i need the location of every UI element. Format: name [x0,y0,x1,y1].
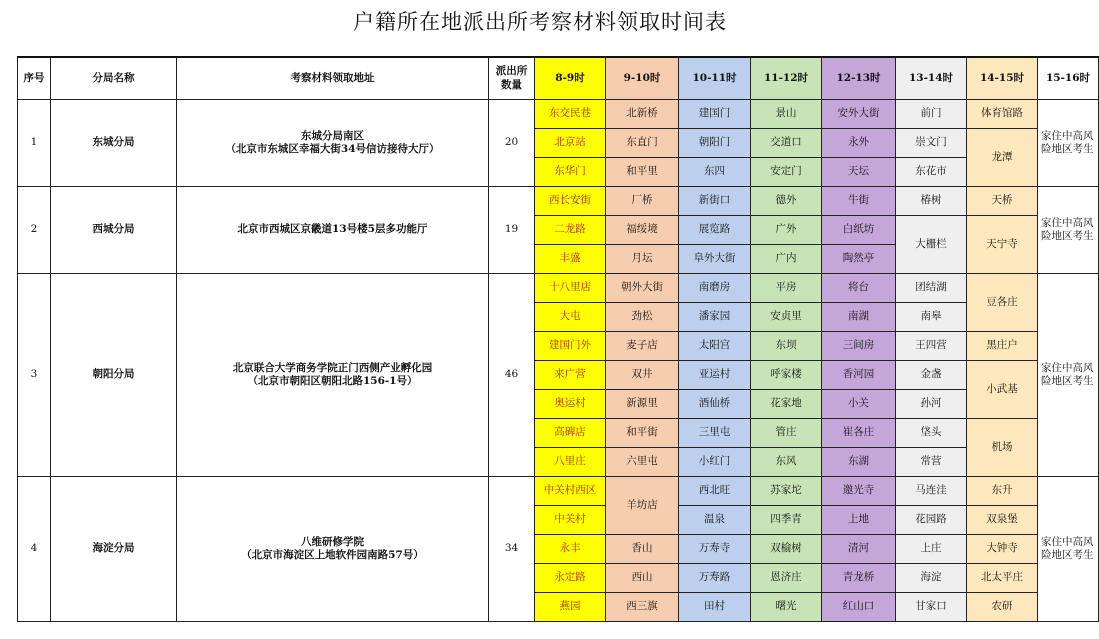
station-cell: 曙光 [751,593,822,622]
station-cell: 上庄 [896,535,967,564]
header-cell: 9-10时 [606,57,679,100]
station-cell: 龙潭 [967,129,1038,187]
station-cell: 来广营 [535,361,606,390]
station-cell: 崇文门 [896,129,967,158]
station-cell: 朝外大街 [606,274,679,303]
station-cell: 朝阳门 [679,129,751,158]
station-cell: 呼家楼 [751,361,822,390]
station-cell: 农研 [967,593,1038,622]
station-cell: 田村 [679,593,751,622]
station-cell: 六里屯 [606,448,679,477]
table-row [18,477,1099,506]
station-cell: 北太平庄 [967,564,1038,593]
station-cell: 红山口 [822,593,896,622]
station-cell: 羊坊店 [606,477,679,535]
station-cell: 大屯 [535,303,606,332]
station-cell: 双泉堡 [967,506,1038,535]
station-cell: 燕园 [535,593,606,622]
station-cell: 潘家园 [679,303,751,332]
station-cell: 椿树 [896,187,967,216]
station-cell: 天坛 [822,158,896,187]
station-cell: 太阳宫 [679,332,751,361]
header-cell: 分局名称 [51,57,177,100]
high-risk-note: 家住中高风险地区考生 [1038,477,1099,622]
bureau-number: 3 [18,274,51,477]
station-cell: 景山 [751,100,822,129]
station-cell: 西北旺 [679,477,751,506]
station-cell: 陶然亭 [822,245,896,274]
station-cell: 温泉 [679,506,751,535]
station-cell: 丰盛 [535,245,606,274]
bureau-address: 东城分局南区 （北京市东城区幸福大街34号信访接待大厅） [177,100,489,187]
station-cell: 东四 [679,158,751,187]
station-cell: 牛街 [822,187,896,216]
station-cell: 西三旗 [606,593,679,622]
table-row [18,187,1099,216]
station-cell: 小关 [822,390,896,419]
station-cell: 青龙桥 [822,564,896,593]
bureau-name: 海淀分局 [51,477,177,622]
station-cell: 东升 [967,477,1038,506]
station-cell: 香山 [606,535,679,564]
station-cell: 王四营 [896,332,967,361]
station-cell: 团结湖 [896,274,967,303]
station-cell: 万寿寺 [679,535,751,564]
station-cell: 阜外大街 [679,245,751,274]
station-cell: 三里屯 [679,419,751,448]
station-cell: 福绥境 [606,216,679,245]
station-cell: 花园路 [896,506,967,535]
station-count: 19 [489,187,535,274]
header-row [18,57,1099,100]
station-cell: 建国门外 [535,332,606,361]
station-cell: 双井 [606,361,679,390]
station-cell: 三间房 [822,332,896,361]
station-cell: 东风 [751,448,822,477]
station-cell: 西山 [606,564,679,593]
station-cell: 新街口 [679,187,751,216]
station-cell: 前门 [896,100,967,129]
bureau-address: 八维研修学院 （北京市海淀区上地软件园南路57号） [177,477,489,622]
station-cell: 小武基 [967,361,1038,419]
station-cell: 新源里 [606,390,679,419]
station-cell: 展览路 [679,216,751,245]
station-cell: 厂桥 [606,187,679,216]
header-cell: 13-14时 [896,57,967,100]
station-cell: 麦子店 [606,332,679,361]
bureau-number: 2 [18,187,51,274]
station-cell: 安外大街 [822,100,896,129]
station-cell: 高碑店 [535,419,606,448]
station-cell: 永丰 [535,535,606,564]
header-cell: 15-16时 [1038,57,1099,100]
station-cell: 邀光寺 [822,477,896,506]
station-cell: 天桥 [967,187,1038,216]
bureau-name: 朝阳分局 [51,274,177,477]
header-cell: 8-9时 [535,57,606,100]
page-title: 户籍所在地派出所考察材料领取时间表 [353,10,727,34]
header-cell: 派出所数量 [489,57,535,100]
header-cell: 11-12时 [751,57,822,100]
header-cell: 序号 [18,57,51,100]
station-cell: 永定路 [535,564,606,593]
station-cell: 崔各庄 [822,419,896,448]
bureau-address: 北京市西城区京畿道13号楼5层多功能厅 [177,187,489,274]
station-cell: 亚运村 [679,361,751,390]
station-cell: 中关村 [535,506,606,535]
station-cell: 豆各庄 [967,274,1038,332]
station-cell: 黑庄户 [967,332,1038,361]
high-risk-note: 家住中高风险地区考生 [1038,100,1099,187]
station-cell: 八里庄 [535,448,606,477]
station-cell: 十八里店 [535,274,606,303]
station-cell: 建国门 [679,100,751,129]
station-cell: 双榆树 [751,535,822,564]
station-cell: 奥运村 [535,390,606,419]
station-cell: 交道口 [751,129,822,158]
station-cell: 南皋 [896,303,967,332]
station-cell: 海淀 [896,564,967,593]
table-row [18,274,1099,303]
station-cell: 万寿路 [679,564,751,593]
station-cell: 广外 [751,216,822,245]
station-cell: 将台 [822,274,896,303]
high-risk-note: 家住中高风险地区考生 [1038,274,1099,477]
station-cell: 常营 [896,448,967,477]
station-cell: 甘家口 [896,593,967,622]
station-cell: 西长安街 [535,187,606,216]
station-cell: 白纸坊 [822,216,896,245]
station-cell: 北京站 [535,129,606,158]
station-cell: 月坛 [606,245,679,274]
station-cell: 和平街 [606,419,679,448]
station-cell: 东花市 [896,158,967,187]
station-count: 46 [489,274,535,477]
station-cell: 大钟寺 [967,535,1038,564]
bureau-name: 东城分局 [51,100,177,187]
station-cell: 清河 [822,535,896,564]
station-cell: 东交民巷 [535,100,606,129]
station-cell: 管庄 [751,419,822,448]
station-cell: 永外 [822,129,896,158]
station-cell: 北新桥 [606,100,679,129]
bureau-name: 西城分局 [51,187,177,274]
table-row [18,100,1099,129]
header-cell: 14-15时 [967,57,1038,100]
station-cell: 四季青 [751,506,822,535]
station-cell: 和平里 [606,158,679,187]
station-cell: 东直门 [606,129,679,158]
station-cell: 小红门 [679,448,751,477]
station-count: 34 [489,477,535,622]
header-cell: 12-13时 [822,57,896,100]
station-cell: 金盏 [896,361,967,390]
station-cell: 南湖 [822,303,896,332]
station-cell: 东湖 [822,448,896,477]
station-cell: 体育馆路 [967,100,1038,129]
station-cell: 平房 [751,274,822,303]
station-cell: 南磨房 [679,274,751,303]
station-count: 20 [489,100,535,187]
station-cell: 恩济庄 [751,564,822,593]
station-cell: 马连洼 [896,477,967,506]
schedule-table [17,56,1099,622]
station-cell: 东坝 [751,332,822,361]
station-cell: 安定门 [751,158,822,187]
station-cell: 东华门 [535,158,606,187]
station-cell: 大栅栏 [896,216,967,274]
station-cell: 安贞里 [751,303,822,332]
station-cell: 二龙路 [535,216,606,245]
bureau-number: 4 [18,477,51,622]
station-cell: 劲松 [606,303,679,332]
station-cell: 垡头 [896,419,967,448]
station-cell: 酒仙桥 [679,390,751,419]
header-cell: 考察材料领取地址 [177,57,489,100]
station-cell: 机场 [967,419,1038,477]
bureau-number: 1 [18,100,51,187]
station-cell: 上地 [822,506,896,535]
station-cell: 广内 [751,245,822,274]
station-cell: 香河园 [822,361,896,390]
header-cell: 10-11时 [679,57,751,100]
station-cell: 中关村西区 [535,477,606,506]
station-cell: 天宁寺 [967,216,1038,274]
bureau-address: 北京联合大学商务学院正门西侧产业孵化园 （北京市朝阳区朝阳北路156-1号） [177,274,489,477]
station-cell: 苏家坨 [751,477,822,506]
station-cell: 花家地 [751,390,822,419]
station-cell: 孙河 [896,390,967,419]
high-risk-note: 家住中高风险地区考生 [1038,187,1099,274]
station-cell: 德外 [751,187,822,216]
